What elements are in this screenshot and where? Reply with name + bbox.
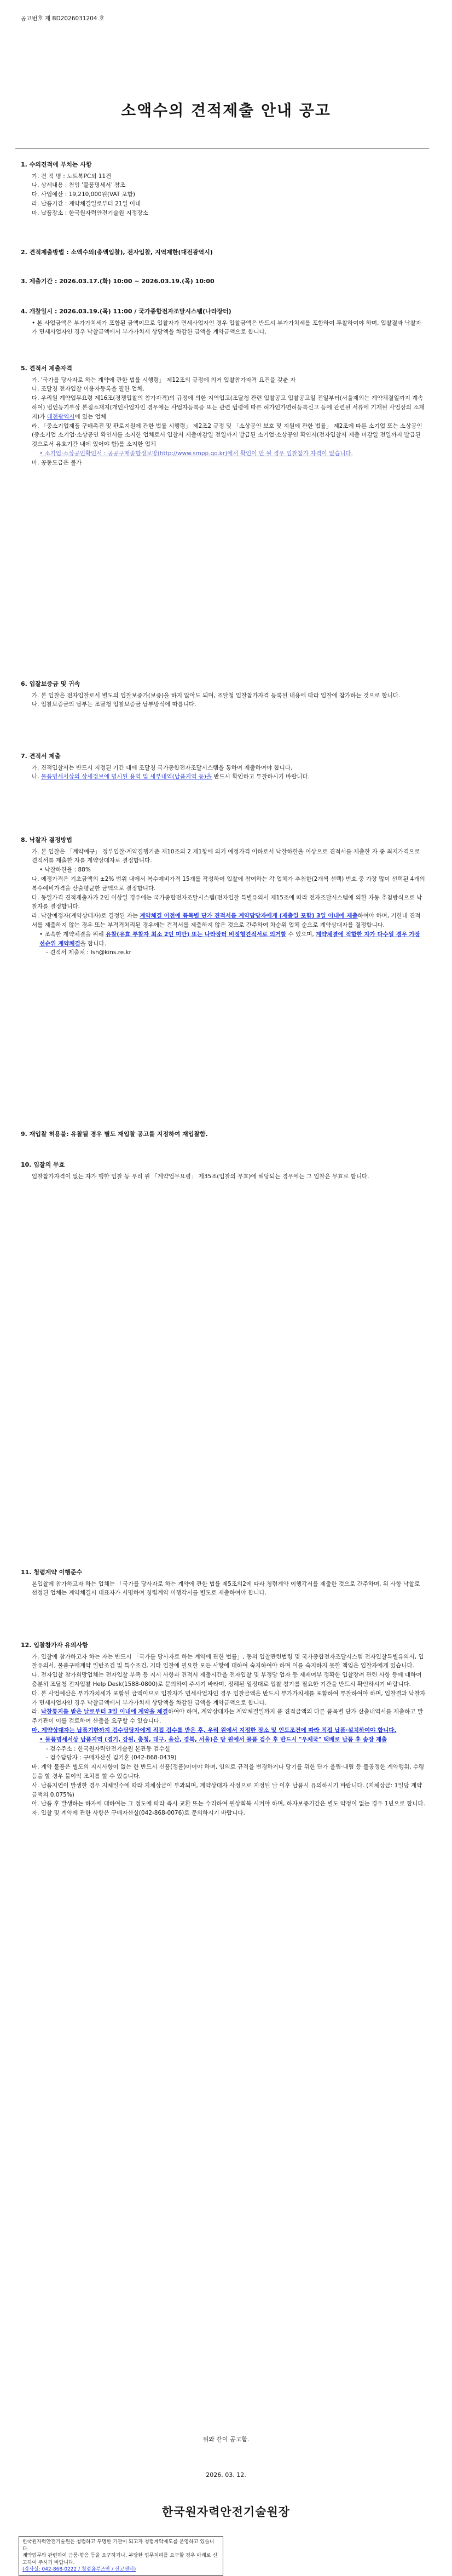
region-link[interactable]: 대전광역시	[47, 413, 75, 420]
integrity-contact-link[interactable]: (감사실: 042-868-0222 / 청렴옴부즈만 / 신고센터)	[22, 2567, 136, 2573]
delivery-inspection-link[interactable]: 마. 계약상대자는 납품기한까지 검수담당자에게 직접 검수를 받은 후, 우리 원에서 지정한 장소 및 인도조건에 따라 직접 납품·설치하여야 합니다.	[32, 1726, 397, 1734]
section-12-ra-text: 라.	[32, 1708, 41, 1716]
section-11-heading: 11. 청렴계약 이행준수	[21, 1569, 83, 1576]
section-5-item	[21, 394, 426, 421]
section-7-na-prefix: 나.	[32, 773, 41, 781]
section-5-da-tail: 에 있는 업체	[74, 413, 106, 420]
section-1-item: 라. 납품기간 : 계약체결일로부터 21일 이내	[32, 200, 141, 207]
inspection-address: - 검수주소 : 한국원자력안전기술원 본관동 검수실	[46, 1745, 170, 1752]
integrity-notice-box	[19, 2536, 223, 2576]
section-1-item: 다. 사업예산 : 19,210,000원(VAT 포함)	[32, 191, 135, 198]
section-12-item: 다. 본 사업예산은 부가가치세가 포함된 금액이므로 입찰자가 면세사업자인 경우 입찰금액은 반드시 부가가치세를 포함하여 투찰하여야 하며, 입찰결과 낙찰자가 면세사업자인 경우 낙찰금액에서 부가가치세 상당액을 차감한 금액을 계약금액으로 합니다.	[32, 1690, 426, 1706]
item-spec-link[interactable]: 물품명세서상의 상세정보에 명시된 용역 및 세부내역(납품지역 등)을	[40, 773, 212, 781]
section-9	[21, 1129, 426, 1141]
section-1-item: 가. 건 적 명 : 노트북PC외 11건	[32, 173, 112, 180]
section-2-text: 2. 견적제출방법 : 소액수의(총액입찰), 전자입찰, 지역제한(대전광역시)	[21, 249, 213, 256]
section-8	[21, 835, 426, 957]
section-5-item: 가. '국가를 당사자로 하는 계약에 관한 법률 시행령」 제12조의 규정에 의거 입찰참가자격 요건을 갖춘 자	[32, 376, 296, 383]
section-12-heading: 12. 입찰참가자 유의사항	[21, 1642, 88, 1649]
section-4-bullet: • 본 사업금액은 부가가치세가 포함된 금액이므로 입찰자가 면세사업자인 경우 입찰금액은 반드시 부가가치세를 포함하여 투찰하여야 하며, 입찰결과 낙찰자가 면세사업자인 경우 낙찰금액에서 부가가치세 상당액을 차감한 금액을 계약금액으로 합니다.	[32, 319, 422, 336]
section-12	[21, 1640, 426, 1818]
section-8-item: 나. 예정가격은 기초금액의 ±2% 범위 내에서 복수예비가격 15개를 작성하여 입찰에 참여하는 각 업체가 추첨한(2개씩 선택) 번호 중 가장 많이 선택된 4개의 복수예비가격을 산술평균한 금액으로 결정합니다.	[32, 875, 425, 892]
quote-email: - 견적서 제출처 : Ish@kins.re.kr	[46, 949, 131, 956]
section-12-ra-tail: 하여야 하며, 계약상대자는 계약체결일까지 품 견적금액의 다른 품목별 단가 산출내역서를 제출하고 발주기관이 이를 검토하여 산출을 요구할 수 있습니다.	[32, 1708, 423, 1725]
organization-name: 한국원자력안전기술원장	[161, 2505, 291, 2518]
section-12-item	[21, 1707, 426, 1726]
delivery-region-tail: 은 당 원에서 물품 검수 후 반드시 "우체국" 택배로 납품 후 송장 제출	[212, 1736, 387, 1743]
section-8-heading: 8. 낙찰자 결정방법	[21, 836, 72, 844]
section-5-heading: 5. 견적서 제출자격	[21, 365, 72, 372]
delivery-region-link[interactable]: • 물품명세서상 납품지역 (경기, 강원, 충청, 대구, 울산, 경북, 서울)	[39, 1736, 213, 1743]
closing-statement: 위와 같이 공고함.	[202, 2436, 250, 2443]
section-8-sub-end: 을 합니다.	[80, 940, 106, 947]
section-10-body: 입찰참가자격이 없는 자가 행한 입찰 등 우리 원 「계약업무요령」 제35조(입찰의 무효)에 해당되는 경우에는 그 입찰은 무효로 합니다.	[32, 1173, 369, 1180]
section-5-da-text: 다. 우리원 계약업무요령 제16조(경쟁입찰의 참가자격)의 규정에 의한 지역업고(조달청 관련 입찰공고 입찰공고일 전일부터(서울제외는 계약체결일까지 계속하여) 법인등기부상 본점소재지(개인사업자인 경우에는 사업자등록증 또는 관련 법령에 따른 허가인가면허등록신고 등에 관련된 서류에 기재된 사업장의 소재지)가	[32, 395, 425, 420]
section-7-na-tail: 반드시 확인하고 투찰하시기 바랍니다.	[212, 773, 310, 781]
section-5-item: 나. 조달청 전자입찰 이용자등록을 필한 업체.	[32, 386, 144, 393]
section-12-ma-bullet	[21, 1735, 426, 1745]
section-10-heading: 10. 입찰의 무효	[21, 1161, 65, 1168]
section-1-item: 나. 상세내용 : 첨임 '물품명세서' 참조	[32, 182, 126, 189]
failed-bid-link[interactable]: 유찰(유효 투찰자 최소 2인 미만) 또는 나라장터 비정형견적서로 의거할	[105, 931, 287, 938]
section-8-sub	[21, 930, 426, 949]
section-2	[21, 248, 426, 260]
section-1	[21, 160, 426, 218]
section-8-sub-text: • 조속한 계약체결을 위해	[39, 931, 106, 938]
section-10	[21, 1160, 426, 1181]
section-8-ra-text: 라. 낙찰예정자(계약상대자)로 결정된 자는	[32, 913, 140, 920]
section-5-item: 라. 「중소기업제품 구매촉진 및 판로지원에 관한 법률 시행령」 제2조2 규정 및 「소상공인 보호 및 지원에 관한 법률」 제2조에 따른 소기업 또는 소상공인(중소기업 소기업·소상공인 확인서를 소지한 업체로서 입찰서 제출마감일 전일까지 발급된 소기업·소상공인 확인서(전자입찰서 제출 마감일 전일까지 발급된 것으로서 유효기간 내에 있어야 함)를 소지한 업체	[32, 422, 422, 448]
integrity-line-2: 계약업무와 관련하여 금품·향응 등을 요구하거나, 부당한 업무처리를 요구할 경우 아래로 신고하여 주시기 바랍니다.	[22, 2553, 218, 2566]
section-6-heading: 6. 입찰보증금 및 귀속	[21, 680, 80, 687]
section-8-item	[21, 911, 426, 930]
section-12-item: 바. 계약 물품은 별도의 지시사항이 없는 한 반드시 신품(정품)이어야 하며, 임의로 규격을 변경하거나 당기를 위한 단가 올림·내림 등 불공정한 계약행위, 수령 등을 할 경우 불이익 조치를 할 수 있습니다.	[32, 1764, 425, 1780]
section-3	[21, 277, 426, 289]
quote-deadline-link[interactable]: 계약체결 이전에 품목별 단가 견적서를 계약담당자에게 (제출일 포함) 3일 이내에 제출	[140, 913, 358, 920]
section-11-body: 본입찰에 참가하고자 하는 업체는 「국가를 당사자로 하는 계약에 관한 법률 제5조의2에 따라 청렴계약 이행각서를 제출한 것으로 간주하며, 위 사항 낙찰로 선정된 업체는 계약체결시 대표자가 서명하여 청렴계약 이행각서를 별도로 제출하여야 합니다.	[32, 1580, 420, 1597]
section-11	[21, 1568, 426, 1598]
section-6-item: 나. 입찰보증금의 납부는 조달청 입찰보증금 납부방식에 따릅니다.	[32, 701, 196, 708]
section-9-text: 9. 재입찰 허용불: 유찰될 경우 별도 재입찰 공고를 지정하여 재입찰함.	[21, 1131, 208, 1138]
section-8-ra-tail: 하여야 하며, 기한내 견적서를 제출하지 않는 경우 또는 부적격처리된 경우에는 견적서를 제출하지 않은 것으로 간주하여 차순위 업체 순으로 계약상대자를 결정합니다.	[32, 913, 421, 928]
section-3-text: 3. 제출기간 : 2026.03.17.(화) 10:00 ~ 2026.03.19.(목) 10:00	[21, 278, 215, 285]
section-6	[21, 679, 426, 709]
section-12-item: 자. 입찰 및 계약에 관한 사항은 구매자산실(042-868-0076)로 문의하시기 바랍니다.	[32, 1810, 245, 1817]
contract-priority-link[interactable]: 계약체결에 적합한 자가 다수일 경우 가장 선순위 계약체결	[39, 931, 420, 947]
section-5-item: 마. 공동도급은 불가	[32, 459, 82, 466]
page-title: 소액수의 견적제출 안내 공고	[121, 101, 331, 119]
section-4-heading: 4. 개찰일시 : 2026.03.19.(목) 11:00 / 국가종합전자조달시스템(나라장터)	[21, 308, 231, 315]
section-7-heading: 7. 견적서 제출	[21, 753, 61, 760]
section-12-item: 가. 입찰에 참가하고자 하는 자는 반드시 「국가를 당사자로 하는 계약에 관한 법률」, 동의 입찰관련법령 및 국가종합전자조달시스템 전자입찰특별유의서, 입찰유의서, 물품구매계약 일반조건 및 특수조건, 기타 입찰에 필요한 모든 사항에 대하여 숙지하여야 하며 이를 숙지하지 못한 책임은 입찰자에게 있습니다.	[32, 1653, 424, 1669]
section-8-item: 가. 본 입찰은 「계약예규」 정부입찰·계약집행기준 제10조의 2 제1항에 의거 예정가격 이하로서 낙찰하한율 이상으로 견적서를 제출한 자 중 최저가격으로 견적서를 제출한 자를 계약상대자로 결정합니다.	[32, 848, 420, 864]
contract-deadline-link[interactable]: 낙찰통지를 받은 날로부터 3일 이내에 계약을 체결	[40, 1708, 168, 1716]
notice-date: 2026. 03. 12.	[206, 2471, 246, 2479]
section-7	[21, 751, 426, 782]
section-12-item: 나. 전자입찰 참가희망업체는 전자입찰 부족 등 지시 사항과 견적서 제출시간을 전자입찰 및 부정당 업자 등 제재여부 정확한 입찰장려 관련 사항 등에 대하여 충분히 조달청 전자입찰 Help Desk(1588-0800)로 문의하여 주시기 바라며, 정해된 일정대로 입찰 참가를 필요한 기간을 반드시 확인하시기 바랍니다.	[32, 1672, 422, 1688]
section-7-item	[21, 772, 426, 782]
inspection-contact: - 검수담당자 : 구매자산실 김기훈 (042-868-0439)	[46, 1754, 177, 1762]
section-4	[21, 307, 426, 337]
section-8-sub-mid: 수 있으며,	[286, 931, 316, 938]
integrity-line-1: 한국원자력안전기술원은 청렴하고 투명한 기관이 되고자 청렴계약제도를 운영하고 있습니다.	[22, 2539, 215, 2552]
section-1-heading: 1. 수의견적에 부치는 사항	[21, 161, 92, 168]
section-12-item: 사. 납품지연이 발생한 경우 지체일수에 따라 지체상금이 부과되며, 계약상대자 사정으로 지정된 날 이후 납품시 유의하시기 바랍니다. (지체상금: 1일당 계약금액의 0.075%)	[32, 1782, 422, 1798]
section-7-item: 가. 견적입찰서는 반드시 지정된 기간 내에 조달청 국가종합전자조달시스템을 통하여 제출하여야 합니다.	[32, 764, 293, 771]
section-1-item: 마. 납품장소 : 한국원자력안전기술원 지정장소	[32, 209, 148, 216]
section-8-item: 다. 동일가격 견적제출자가 2인 이상일 경우에는 국가종합전자조달시스템(전자입찰 특별유의서 제15조에 따라 전자조달시스템에 의한 자동 추첨방식으로 낙찰자를 결정합니다.	[32, 894, 422, 910]
section-6-item: 가. 본 입찰은 전자입찰로서 별도의 입찰보증가(보증)을 하지 않아도 되며, 조달청 입찰참가자격 등록된 내용에 따라 입찰에 참가하는 것으로 합니다.	[32, 692, 401, 699]
smpp-link[interactable]: • 소기업·소상공인확인서 : 공공구매종합정보망(http://www.smpp.go.kr)에서 확인이 안 될 경우 입찰참가 자격이 없습니다.	[39, 450, 353, 457]
section-5	[21, 364, 426, 468]
section-12-item: 아. 납품 후 발생하는 하자에 대하여는 그 정도에 따라 즉시 교환 또는 수리하여 원상회복 시켜야 하며, 하자보증기간은 별도 약정이 없는 경우 1년으로 합니다.	[32, 1800, 425, 1808]
bid-rate: • 낙찰하한율 : 88%	[39, 867, 91, 874]
notice-number: 공고번호 제 BD2026031204 호	[21, 15, 105, 22]
